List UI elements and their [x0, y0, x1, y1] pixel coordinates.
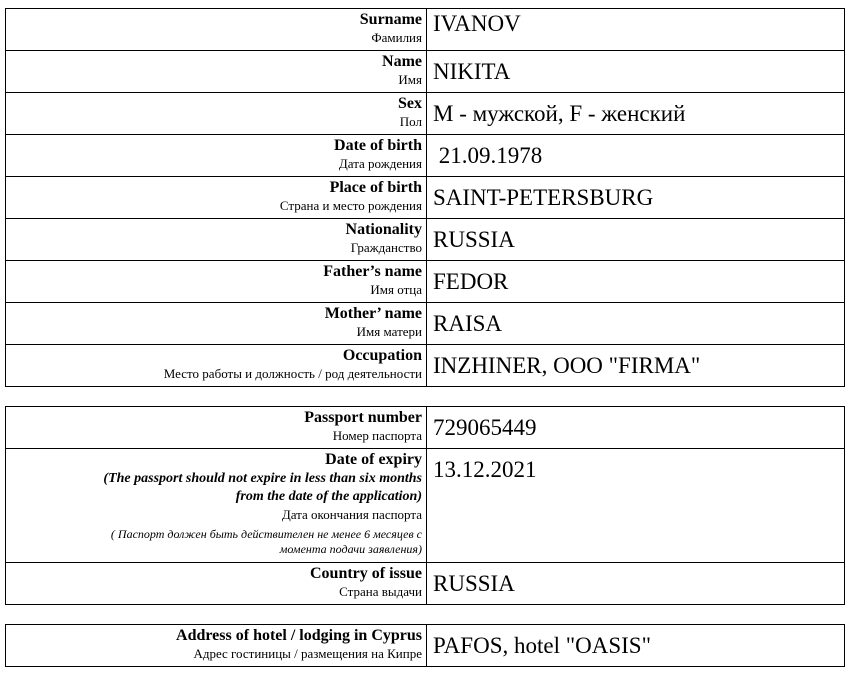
value-cell [427, 449, 845, 563]
row-place-of-birth [6, 177, 845, 219]
label-cell [6, 261, 427, 303]
nationality-value: RUSSIA [433, 227, 515, 252]
row-hotel-address [6, 625, 845, 667]
date-of-expiry-value: 13.12.2021 [433, 457, 537, 482]
row-mothers-name [6, 303, 845, 345]
label-ru: Страна и место рождения [279, 198, 422, 213]
label-en: Occupation [342, 347, 422, 364]
row-name [6, 51, 845, 93]
sex-value: M - мужской, F - женский [433, 101, 686, 126]
label-en: Nationality [345, 221, 422, 238]
label-cell [6, 51, 427, 93]
label-en: Mother’ name [324, 305, 422, 322]
name-value: NIKITA [433, 59, 511, 84]
value-cell [427, 407, 845, 449]
row-passport-number [6, 407, 845, 449]
label-ru: Гражданство [350, 240, 422, 255]
expiry-note-ru-2: момента подачи заявления) [279, 542, 422, 556]
hotel-address-value: PAFOS, hotel "OASIS" [433, 633, 651, 658]
value-cell [427, 261, 845, 303]
passport-info-table [5, 406, 845, 605]
occupation-value: INZHINER, OOO "FIRMA" [433, 353, 701, 378]
label-ru: Адрес гостиницы / размещения на Кипре [193, 646, 422, 661]
value-cell [427, 345, 845, 387]
label-en: Address of hotel / lodging in Cyprus [176, 627, 422, 644]
label-cell [6, 177, 427, 219]
label-en: Sex [398, 95, 422, 112]
label-cell [6, 219, 427, 261]
label-ru: Имя [398, 72, 422, 87]
label-ru: Дата окончания паспорта [281, 507, 422, 522]
label-ru: Фамилия [371, 30, 422, 45]
expiry-note-en-2: from the date of the application) [235, 489, 422, 504]
label-cell [6, 9, 427, 51]
label-en: Surname [359, 11, 422, 28]
label-en: Place of birth [329, 179, 422, 196]
label-ru: Имя матери [356, 324, 422, 339]
expiry-note-ru-1: ( Паспорт должен быть действителен не менее 6 месяцев с [110, 527, 422, 541]
value-cell [427, 625, 845, 667]
country-of-issue-value: RUSSIA [433, 571, 515, 596]
label-cell [6, 303, 427, 345]
row-occupation [6, 345, 845, 387]
row-date-of-expiry [6, 449, 845, 563]
row-surname [6, 9, 845, 51]
label-en: Date of expiry [325, 451, 422, 468]
label-en: Date of birth [334, 137, 422, 154]
mothers-name-value: RAISA [433, 311, 503, 336]
value-cell [427, 219, 845, 261]
surname-value: IVANOV [433, 11, 521, 36]
label-ru: Место работы и должность / род деятельности [163, 366, 422, 381]
value-cell [427, 51, 845, 93]
value-cell [427, 303, 845, 345]
value-cell [427, 9, 845, 51]
expiry-note-en-1: (The passport should not expire in less than six months [103, 471, 422, 486]
label-ru: Пол [399, 114, 422, 129]
row-date-of-birth [6, 135, 845, 177]
row-sex [6, 93, 845, 135]
label-cell [6, 345, 427, 387]
place-of-birth-value: SAINT-PETERSBURG [433, 185, 654, 210]
label-en: Name [382, 53, 422, 70]
personal-info-table [5, 8, 845, 387]
label-cell [6, 407, 427, 449]
passport-number-value: 729065449 [433, 415, 537, 440]
label-cell [6, 449, 427, 563]
value-cell [427, 563, 845, 605]
row-fathers-name [6, 261, 845, 303]
value-cell [427, 135, 845, 177]
value-cell [427, 93, 845, 135]
label-cell [6, 93, 427, 135]
row-nationality [6, 219, 845, 261]
value-cell [427, 177, 845, 219]
label-ru: Дата рождения [338, 156, 422, 171]
label-ru: Имя отца [370, 282, 422, 297]
fathers-name-value: FEDOR [433, 269, 509, 294]
date-of-birth-value: 21.09.1978 [433, 143, 543, 168]
label-cell [6, 563, 427, 605]
label-ru: Номер паспорта [332, 428, 422, 443]
label-cell [6, 135, 427, 177]
label-en: Passport number [304, 409, 422, 426]
label-en: Father’s name [323, 263, 422, 280]
label-ru: Страна выдачи [339, 584, 422, 599]
label-cell [6, 625, 427, 667]
label-en: Country of issue [309, 565, 422, 582]
row-country-of-issue [6, 563, 845, 605]
hotel-info-table [5, 624, 845, 667]
